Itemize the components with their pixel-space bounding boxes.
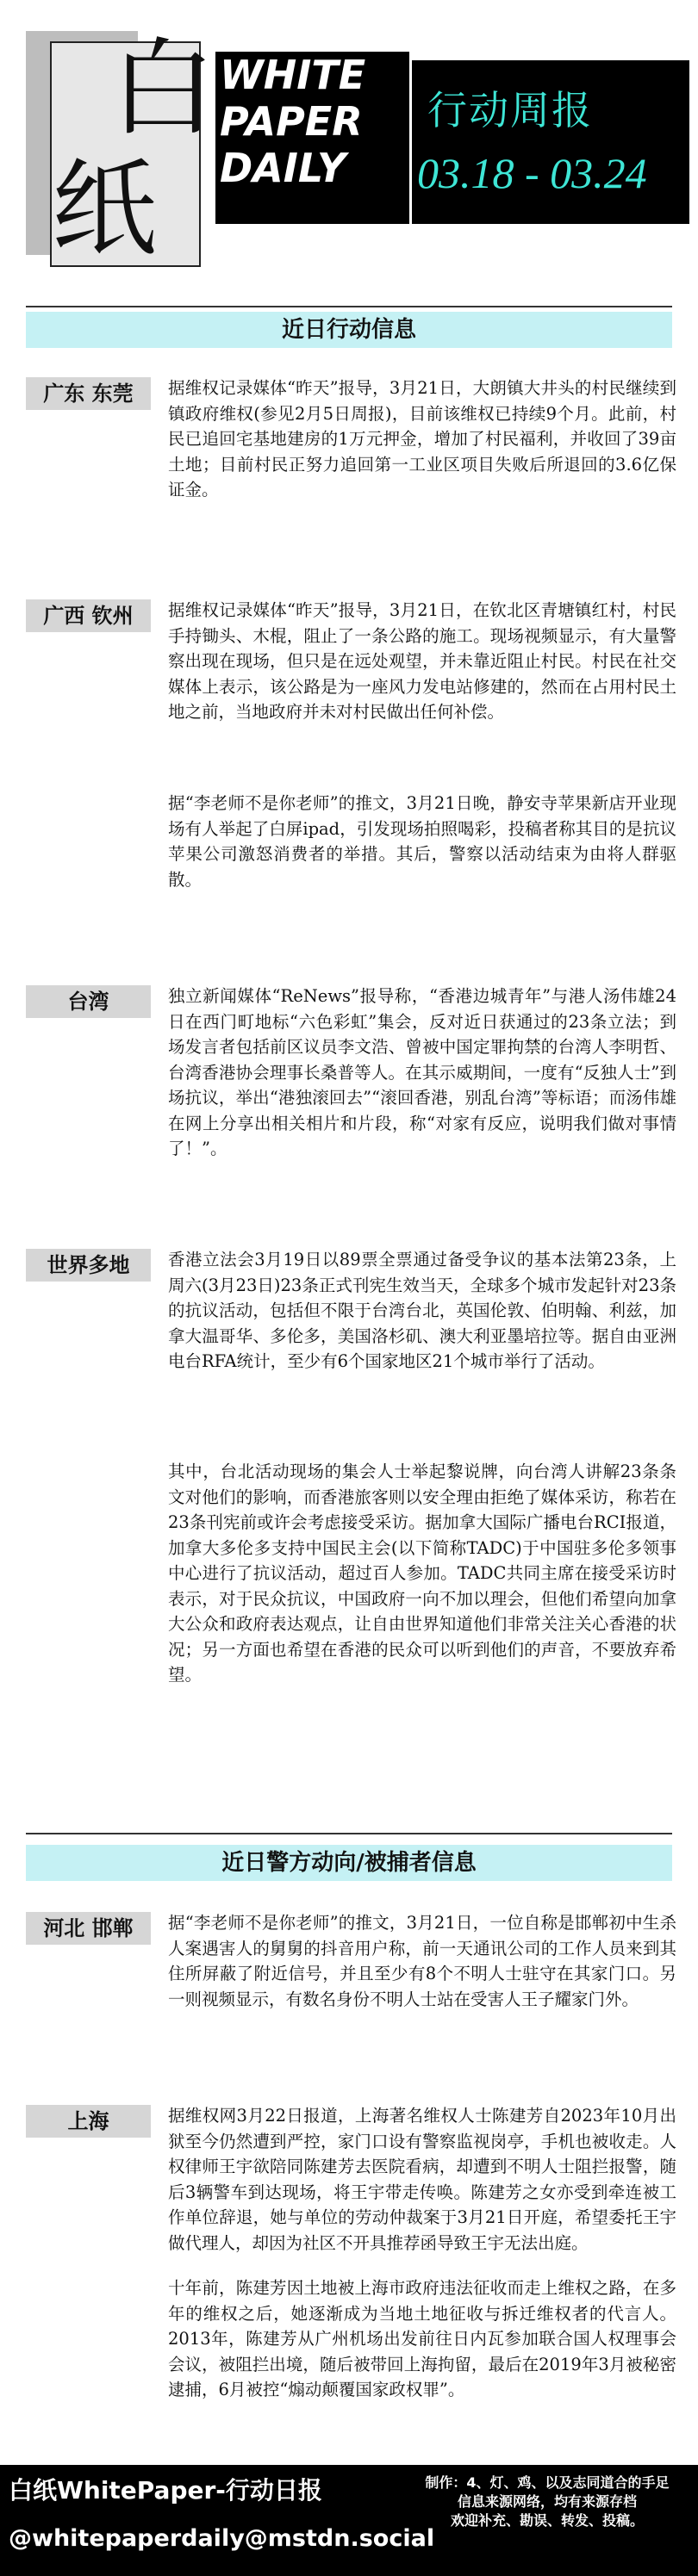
credit-line: 欢迎补充、勘误、转发、投稿。 (450, 2512, 644, 2529)
brand-line: WHITE (220, 52, 366, 98)
region-tag: 世界多地 (26, 1249, 151, 1282)
entry-paragraph: 据“李老师不是你老师”的推文，3月21日晚，静安寺苹果新店开业现场有人举起了白屏ipad，引发现场拍照喝彩，投稿者称其目的是抗议苹果公司激怒消费者的举措。其后，警察以活动结束为由将人群驱散。 (168, 793, 676, 890)
issue-title: 行动周报 (427, 87, 593, 133)
footer-brand: 白纸WhitePaper-行动日报 (9, 2476, 322, 2505)
logo-char-paper: 纸 (52, 148, 157, 270)
entry-paragraph: 据维权网3月22日报道，上海著名维权人士陈建芳自2023年10月出狱至今仍然遭到严控，家门口设有警察监视岗亭，手机也被收走。人权律师王宇欲陪同陈建芳去医院看病，却遭到不明人士阻拦报警，随后3辆警车到达现场，将王宇带走传唤。陈建芳之女亦受到牵连被工作单位辞退，她与单位的劳动仲裁案于3月21日开庭，希望委托王宇做代理人，却因为社区不开具推荐函导致王宇无法出庭。 (168, 2106, 676, 2253)
section-divider (26, 1833, 672, 1834)
footer (0, 2465, 698, 2576)
entry-paragraph: 香港立法会3月19日以89票全票通过备受争议的基本法第23条，上周六(3月23日)23条正式刊宪生效当天，全球多个城市发起针对23条的抗议活动，包括但不限于台湾台北，英国伦敦、伯明翰、利兹，加拿大温哥华、多伦多，美国洛杉矶、澳大利亚墨培拉等。据自由亚洲电台RFA统计，至少有6个国家地区21个城市举行了活动。 (168, 1250, 676, 1371)
credit-line: 制作：4、灯、鸡、以及志同道合的手足 (425, 2474, 670, 2491)
entry-paragraph: 据“李老师不是你老师”的推文，3月21日，一位自称是邯郸初中生杀人案遇害人的舅舅的抖音用户称，前一天通讯公司的工作人员来到其住所屏蔽了附近信号，并且至少有8个不明人士驻守在其家门口。另一则视频显示，有数名身份不明人士站在受害人王子耀家门外。 (168, 1913, 676, 2009)
region-tag: 台湾 (26, 985, 151, 1018)
credit-line: 信息来源网络，均有来源存档 (457, 2493, 637, 2510)
region-tag: 广东 东莞 (26, 377, 151, 410)
brand-wordmark (220, 52, 409, 191)
logo-char-white: 白 (110, 28, 215, 150)
masthead (0, 0, 698, 289)
entry-paragraph: 独立新闻媒体“ReNews”报导称，“香港边城青年”与港人汤伟雄24日在西门町地标“六色彩虹”集会，反对近日获通过的23条立法；到场发言者包括前区议员李文浩、曾被中国定罪拘禁的台湾人李明哲、台湾香港协会理事长桑普等人。在其示威期间，一度有“反独人士”到场抗议，举出“港独滚回去”“滚回香港，别乱台湾”等标语；而汤伟雄在网上分享出相关相片和片段，称“对家有反应，说明我们做对事情了！”。 (168, 986, 676, 1158)
entry-paragraph: 其中，台北活动现场的集会人士举起黎说牌，向台湾人讲解23条条文对他们的影响，而香港旅客则以安全理由拒绝了媒体采访，称若在23条刊宪前或许会考虑接受采访。据加拿大国际广播电台RCI报道，加拿大多伦多支持中国民主会(以下简称TADC)于中国驻多伦多领事中心进行了抗议活动，超过百人参加。TADC共同主席在接受采访时表示，对于民众抗议，中国政府一向不加以理会，但他们希望向加拿大公众和政府表达观点，让自由世界知道他们非常关注关心香港的状况；另一方面也希望在香港的民众可以听到他们的声音，不要放弃希望。 (168, 1462, 676, 1685)
entry-paragraph: 据维权记录媒体“昨天”报导，3月21日，在钦北区青塘镇红村，村民手持锄头、木棍，阻止了一条公路的施工。现场视频显示，有大量警察出现在现场，但只是在远处观望，并未靠近阻止村民。村民在社交媒体上表示，该公路是为一座风力发电站修建的，然而在占用村民土地之前，当地政府并未对村民做出任何补偿。 (168, 600, 676, 722)
entry-paragraph: 据维权记录媒体“昨天”报导，3月21日，大朗镇大井头的村民继续到镇政府维权(参见2月5日周报)，目前该维权已持续9个月。此前，村民已追回宅基地建房的1万元押金，增加了村民福利，并收回了39亩土地；目前村民正努力追回第一工业区项目失败后所退回的3.6亿保证金。 (168, 378, 676, 500)
region-tag: 上海 (26, 2105, 151, 2138)
brand-line: PAPER (220, 98, 363, 145)
entry-paragraph: 十年前，陈建芳因土地被上海市政府违法征收而走上维权之路，在多年的维权之后，她逐渐成为当地土地征收与拆迁维权者的代言人。2013年，陈建芳从广州机场出发前往日内瓦参加联合国人权理事会会议，被阻拦出境，随后被带回上海拘留，最后在2019年3月被秘密逮捕，6月被控“煽动颠覆国家政权罪”。 (168, 2278, 676, 2399)
footer-credits (405, 2474, 689, 2530)
section-banner-actions: 近日行动信息 (26, 312, 672, 348)
section-divider (26, 306, 672, 307)
region-tag: 广西 钦州 (26, 599, 151, 632)
brand-line: DAILY (220, 145, 346, 191)
issue-box (412, 60, 689, 224)
section-banner-police: 近日警方动向/被捕者信息 (26, 1845, 672, 1881)
footer-handle[interactable]: @whitepaperdaily@mstdn.social (9, 2525, 435, 2552)
issue-date-range: 03.18 - 03.24 (417, 149, 647, 197)
region-tag: 河北 邯郸 (26, 1912, 151, 1945)
